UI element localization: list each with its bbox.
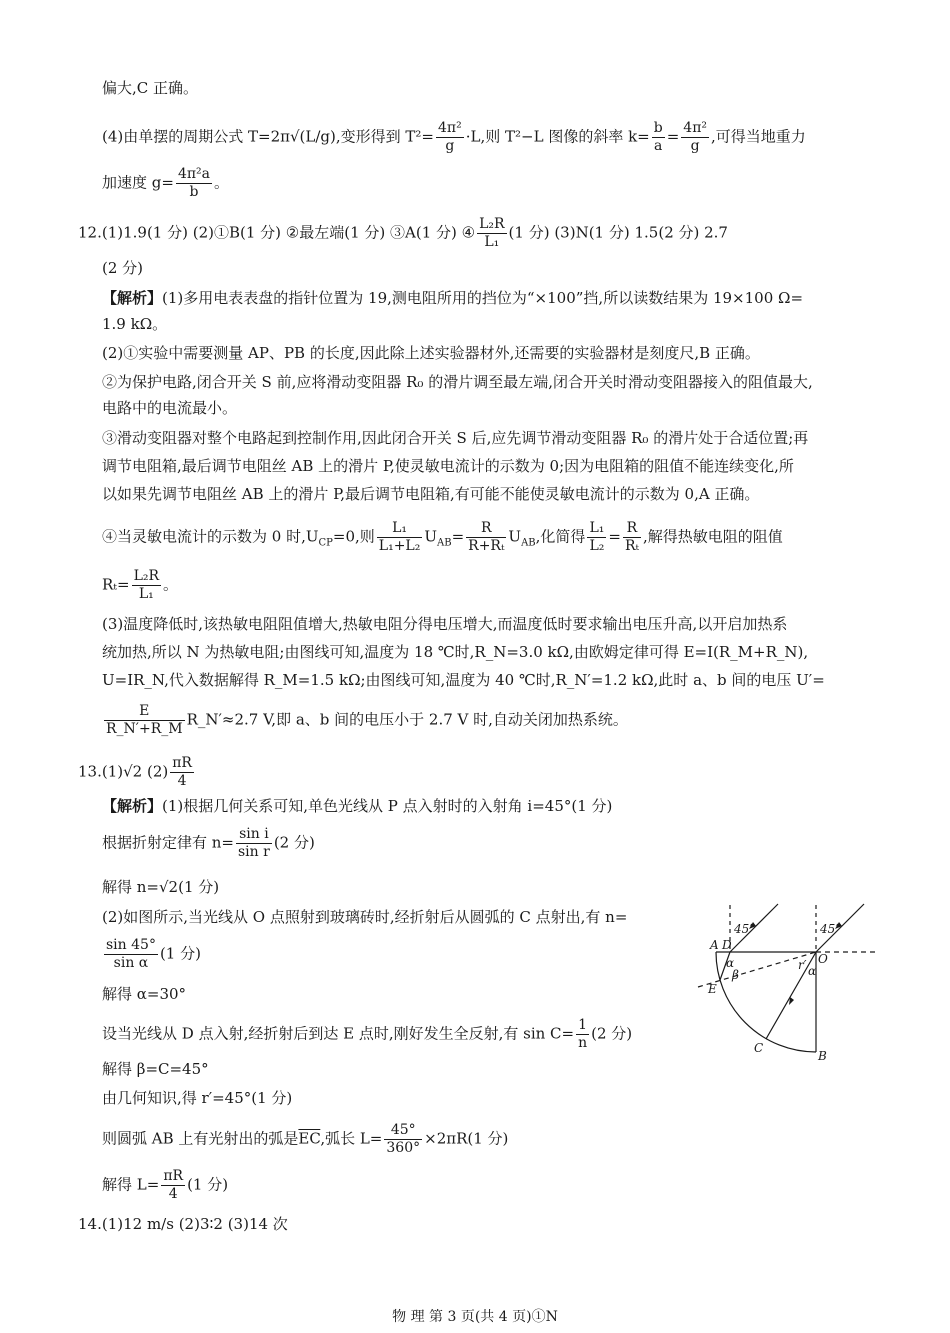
text-line: 解得 n=√2(1 分) (102, 878, 220, 896)
text-line: 解得 α=30° (102, 985, 187, 1003)
analysis-tag: 【解析】 (102, 289, 163, 307)
voltage-formula-line: $\frac{E}{R\_N'+R\_M}$ R_N′≈2.7 V,即 a、b 间的电压小于 2.7 V 时,自动关闭加热系统。 (106, 703, 628, 737)
text-line: U=IR_N,代入数据解得 R_M=1.5 kΩ;由图线可知,温度为 40 ℃时,R_N′=1.2 kΩ,此时 a、b 间的电压 U′= (102, 671, 825, 689)
arc-result-line: 解得 L= $\frac{\pi R}{4}$ (1 分) (102, 1168, 229, 1202)
analysis-tag: 【解析】 (102, 797, 163, 815)
angle-label-left: 45° (734, 922, 756, 936)
angle-beta-label: β (732, 968, 739, 982)
text-line: 偏大,C 正确。 (102, 79, 199, 97)
refraction-diagram (690, 895, 880, 1075)
point-c-label: C (754, 1041, 764, 1055)
point-o-label: O (818, 952, 828, 966)
text-line: 以如果先调节电阻丝 AB 上的滑片 P,最后调节电阻箱,有可能不能使灵敏电流计的示数为 0,A 正确。 (102, 485, 760, 503)
thermistor-result-line: Rₜ= $\frac{\text{L₂R}}{\text{L₁}}$ 。 (102, 568, 179, 602)
point-e-label: E (708, 982, 717, 996)
angle-alpha-left-label: α (726, 956, 735, 970)
sine-ratio-line: $\frac{\sin 45^\circ}{\text{sin α}}$ (1 分) (106, 937, 201, 971)
point-d-label: D (722, 938, 732, 952)
text-line: (2)如图所示,当光线从 O 点照射到玻璃砖时,经折射后从圆弧的 C 点射出,有 n= (102, 908, 628, 926)
point-a-label: A (710, 938, 719, 952)
angle-alpha-right-label: α (808, 964, 817, 978)
answer-12-line: 12.(1)1.9(1 分) (2)①B(1 分) ②最左端(1 分) ③A(1 分) ④ $\frac{\text{L₂R}}{\text{L₁}}$ (1 分) (3)N(1 分) 1.5(2 分) 2.7 (78, 216, 728, 250)
answer-13-line: 13.(1)√2 (2) $\frac{\pi R}{4}$ (78, 755, 192, 789)
pendulum-formula-line: (4)由单摆的周期公式 T=2π√(L/g),变形得到 T²= $\frac{\text{4π²}}{g}$ ·L,则 T²−L 图像的斜率 k= $\frac{b}{a}$ = $\frac{\text{4π²}}{g}$ ,可得当地重力 (102, 120, 806, 154)
answer-14-line: 14.(1)12 m/s (2)3∶2 (3)14 次 (78, 1215, 288, 1233)
angle-r-label: r′ (798, 958, 807, 972)
critical-angle-line: 设当光线从 D 点入射,经折射后到达 E 点时,刚好发生全反射,有 sin C= $\frac{1}{n}$ (2 分) (102, 1017, 633, 1051)
text-line: (2)①实验中需要测量 AP、PB 的长度,因此除上述实验器材外,还需要的实验器材是刻度尺,B 正确。 (102, 344, 760, 362)
gravity-formula-line: 加速度 g= $\frac{\text{4π²a}}{b}$ 。 (102, 166, 230, 200)
arc-length-line: 则圆弧 AB 上有光射出的弧是$\overline{EC}$,弧长 L= $\frac{45^\circ}{360^\circ}$ ×2πR(1 分) (102, 1122, 509, 1156)
text-line: (3)温度降低时,该热敏电阻阻值增大,热敏电阻分得电压增大,而温度低时要求输出电压升高,以开启加热系 (102, 615, 788, 633)
text-line: 统加热,所以 N 为热敏电阻;由图线可知,温度为 18 ℃时,R_N=3.0 kΩ,由欧姆定律可得 E=I(R_M+R_N), (102, 643, 809, 661)
angle-label-right: 45° (820, 922, 842, 936)
point-b-label: B (818, 1049, 827, 1063)
text-line: 电路中的电流最小。 (102, 399, 238, 417)
page-footer: 物 理 第 3 页(共 4 页)①N (392, 1309, 558, 1325)
text-line: (2 分) (102, 259, 144, 277)
text-line: 由几何知识,得 r′=45°(1 分) (102, 1089, 293, 1107)
analysis-line: 【解析】(1)根据几何关系可知,单色光线从 P 点入射时的入射角 i=45°(1 分) (102, 797, 613, 815)
refraction-law-line: 根据折射定律有 n= $\frac{\text{sin i}}{\text{sin r}}$ (2 分) (102, 826, 315, 860)
text-line: 1.9 kΩ。 (102, 315, 168, 333)
text-line: ②为保护电路,闭合开关 S 前,应将滑动变阻器 R₀ 的滑片调至最左端,闭合开关时滑动变阻器接入的阻值最大, (102, 373, 813, 391)
analysis-line: 【解析】(1)多用电表表盘的指针位置为 19,测电阻所用的挡位为“×100”挡,所以读数结果为 19×100 Ω= (102, 289, 804, 307)
text-line: 调节电阻箱,最后调节电阻丝 AB 上的滑片 P,使灵敏电流计的示数为 0;因为电阻箱的阻值不能连续变化,所 (102, 457, 794, 475)
text-line: 解得 β=C=45° (102, 1060, 209, 1078)
text-line: ③滑动变阻器对整个电路起到控制作用,因此闭合开关 S 后,应先调节滑动变阻器 R₀ 的滑片处于合适位置;再 (102, 429, 809, 447)
bridge-equation-line: ④当灵敏电流计的示数为 0 时$,U_{CP}=0$,则 $\frac{\text{L₁}}{\text{L₁+L₂}}$ $U_{AB}=$ $\frac{R}{\text{R+Rₜ}}$ $U_{AB}$,化简得 $\frac{\text{L₁}}{\text{L₂}}$ = $\frac{R}{\text{Rₜ}}$ ,解得热敏电阻的阻值 (102, 520, 783, 554)
